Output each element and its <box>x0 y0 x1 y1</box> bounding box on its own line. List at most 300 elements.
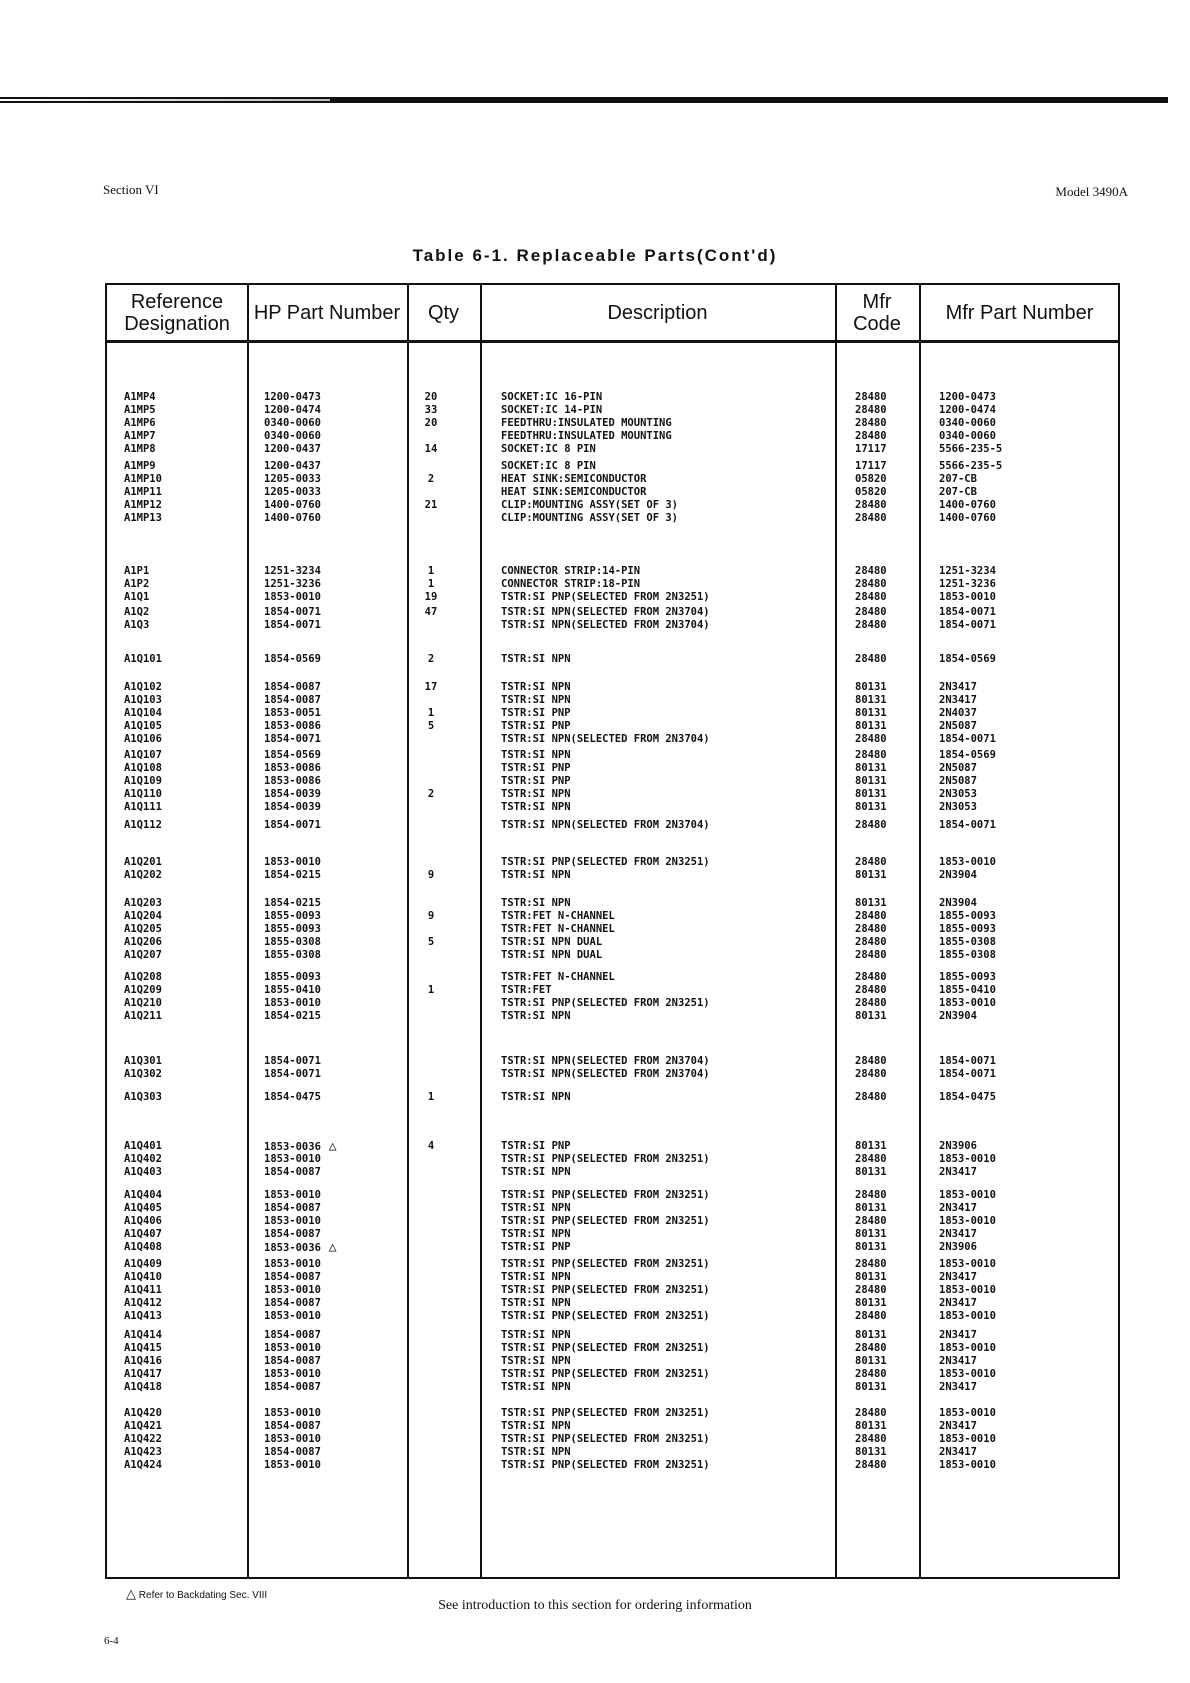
cell-desc: TSTR:SI PNP(SELECTED FROM 2N3251) <box>501 1189 710 1201</box>
cell-ref: A1Q3 <box>124 618 150 631</box>
cell-ref: A1Q109 <box>124 774 162 787</box>
cell-desc: TSTR:SI NPN <box>501 1419 571 1432</box>
table-row <box>107 897 1118 910</box>
table-row <box>107 473 1118 486</box>
cell-mfr: 1855-0410 <box>939 983 996 996</box>
cell-hp: 1200-0473 <box>264 391 321 403</box>
cell-code: 28480 <box>855 498 887 511</box>
cell-ref: A1Q410 <box>124 1270 162 1283</box>
cell-desc: TSTR:SI NPN <box>501 1445 571 1458</box>
cell-ref: A1MP5 <box>124 403 156 416</box>
cell-desc: TSTR:SI NPN <box>501 693 571 706</box>
cell-desc: TSTR:SI NPN <box>501 1296 571 1309</box>
ordering-note: See introduction to this section for ordering information <box>438 1598 752 1613</box>
cell-qty: 17 <box>424 681 438 693</box>
cell-mfr: 1853-0010 <box>939 1152 996 1165</box>
cell-code: 28480 <box>855 577 887 590</box>
cell-desc: SOCKET:IC 8 PIN <box>501 442 596 455</box>
cell-mfr: 1853-0010 <box>939 1258 996 1270</box>
table-row <box>107 486 1118 499</box>
cell-ref: A1MP7 <box>124 429 156 442</box>
cell-mfr: 2N3417 <box>939 1354 977 1367</box>
cell-code: 17117 <box>855 442 887 455</box>
cell-ref: A1Q210 <box>124 996 162 1009</box>
cell-ref: A1Q404 <box>124 1189 162 1201</box>
cell-qty: 2 <box>427 787 435 800</box>
cell-ref: A1Q407 <box>124 1227 162 1240</box>
cell-code: 80131 <box>855 800 887 813</box>
table-row <box>107 443 1118 456</box>
cell-ref: A1Q403 <box>124 1165 162 1178</box>
cell-hp <box>264 1241 337 1255</box>
cell-hp: 1855-0093 <box>264 909 321 922</box>
cell-ref: A1Q417 <box>124 1367 162 1380</box>
cell-desc: TSTR:SI NPN DUAL <box>501 935 603 948</box>
cell-desc: TSTR:SI NPN <box>501 1091 571 1103</box>
cell-ref: A1Q423 <box>124 1445 162 1458</box>
table-row <box>107 1228 1118 1241</box>
cell-hp: 1200-0437 <box>264 460 321 472</box>
cell-code: 80131 <box>855 1165 887 1178</box>
table-title: Table 6-1. Replaceable Parts(Cont'd) <box>412 246 778 265</box>
cell-desc: TSTR:FET N-CHANNEL <box>501 909 615 922</box>
cell-ref: A1MP8 <box>124 442 156 455</box>
cell-hp: 1251-3236 <box>264 577 321 590</box>
table-row <box>107 856 1118 869</box>
cell-ref: A1Q105 <box>124 719 162 732</box>
cell-mfr: 2N3417 <box>939 1270 977 1283</box>
table-row <box>107 499 1118 512</box>
cell-code: 80131 <box>855 1329 887 1341</box>
table-row <box>107 681 1118 694</box>
cell-code: 28480 <box>855 606 887 618</box>
cell-ref: A1MP12 <box>124 498 162 511</box>
table-row <box>107 707 1118 720</box>
cell-code: 28480 <box>855 653 887 665</box>
cell-desc: TSTR:SI PNP(SELECTED FROM 2N3251) <box>501 1214 710 1227</box>
cell-code: 28480 <box>855 948 887 961</box>
cell-qty: 2 <box>427 653 435 665</box>
cell-desc: TSTR:SI PNP <box>501 1240 571 1253</box>
cell-desc: TSTR:SI NPN <box>501 787 571 800</box>
cell-mfr: 1855-0093 <box>939 909 996 922</box>
cell-ref: A1Q111 <box>124 800 162 813</box>
cell-code: 28480 <box>855 391 887 403</box>
cell-qty: 19 <box>424 590 438 603</box>
cell-code: 80131 <box>855 1201 887 1214</box>
cell-ref: A1Q209 <box>124 983 162 996</box>
table-row <box>107 788 1118 801</box>
cell-hp <box>264 1140 337 1154</box>
cell-hp: 1853-0010 <box>264 1309 321 1322</box>
cell-code: 28480 <box>855 819 887 831</box>
table-row <box>107 984 1118 997</box>
table-row <box>107 619 1118 632</box>
cell-code: 80131 <box>855 897 887 909</box>
cell-code: 28480 <box>855 1407 887 1419</box>
cell-hp: 1854-0215 <box>264 1009 321 1022</box>
cell-hp: 1853-0010 <box>264 1152 321 1165</box>
table-row <box>107 971 1118 984</box>
model-label: Model 3490A <box>1055 184 1128 199</box>
cell-mfr: 2N3053 <box>939 787 977 800</box>
cell-desc: TSTR:SI NPN <box>501 868 571 881</box>
cell-desc: TSTR:SI PNP(SELECTED FROM 2N3251) <box>501 1432 710 1445</box>
table-row <box>107 1297 1118 1310</box>
cell-code: 05820 <box>855 485 887 498</box>
cell-mfr: 1853-0010 <box>939 1407 996 1419</box>
cell-ref: A1MP10 <box>124 472 162 485</box>
cell-desc: TSTR:SI PNP(SELECTED FROM 2N3251) <box>501 1407 710 1419</box>
col-mfr-part-number: Mfr Part Number <box>945 301 1094 324</box>
cell-desc: TSTR:SI PNP(SELECTED FROM 2N3251) <box>501 1341 710 1354</box>
cell-hp: 1853-0010 <box>264 1458 321 1471</box>
col-hp-part-number: HP Part Number <box>253 301 401 324</box>
table-row <box>107 1068 1118 1081</box>
cell-desc: TSTR:SI NPN <box>501 897 571 909</box>
cell-desc: TSTR:SI PNP(SELECTED FROM 2N3251) <box>501 1367 710 1380</box>
table-row <box>107 936 1118 949</box>
cell-ref: A1Q208 <box>124 971 162 983</box>
backdating-icon: △ <box>320 1239 337 1255</box>
cell-qty: 20 <box>424 391 438 403</box>
col-qty: Qty <box>427 301 460 324</box>
cell-hp: 1853-0010 <box>264 1432 321 1445</box>
col-mfr-code: Mfr Code <box>853 290 901 335</box>
cell-ref: A1Q411 <box>124 1283 162 1296</box>
table-row <box>107 1055 1118 1068</box>
table-row <box>107 430 1118 443</box>
cell-desc: FEEDTHRU:INSULATED MOUNTING <box>501 429 672 442</box>
table-row <box>107 923 1118 936</box>
cell-mfr: 2N3417 <box>939 1201 977 1214</box>
cell-mfr: 2N3417 <box>939 681 977 693</box>
cell-ref: A1Q405 <box>124 1201 162 1214</box>
cell-code: 28480 <box>855 971 887 983</box>
cell-code: 80131 <box>855 1419 887 1432</box>
parts-table <box>105 283 1120 1579</box>
cell-ref: A1Q2 <box>124 606 150 618</box>
cell-hp: 1855-0093 <box>264 971 321 983</box>
cell-mfr: 1853-0010 <box>939 1341 996 1354</box>
cell-mfr: 2N3417 <box>939 1296 977 1309</box>
cell-hp: 1854-0071 <box>264 819 321 831</box>
page-number: 6-4 <box>104 1635 119 1647</box>
cell-mfr: 2N3417 <box>939 1445 977 1458</box>
cell-hp: 1205-0033 <box>264 472 321 485</box>
cell-hp: 1855-0308 <box>264 948 321 961</box>
cell-hp: 1855-0410 <box>264 983 321 996</box>
cell-ref: A1Q203 <box>124 897 162 909</box>
cell-hp: 1251-3234 <box>264 565 321 577</box>
cell-desc: TSTR:SI NPN(SELECTED FROM 2N3704) <box>501 732 710 745</box>
cell-ref: A1Q201 <box>124 856 162 868</box>
cell-qty: 47 <box>424 606 438 618</box>
cell-desc: TSTR:SI NPN <box>501 1227 571 1240</box>
cell-mfr: 1854-0071 <box>939 606 996 618</box>
cell-ref: A1Q107 <box>124 749 162 761</box>
cell-hp: 0340-0060 <box>264 416 321 429</box>
cell-ref: A1Q302 <box>124 1067 162 1080</box>
cell-code: 28480 <box>855 1341 887 1354</box>
cell-mfr: 2N3417 <box>939 1165 977 1178</box>
cell-code: 28480 <box>855 856 887 868</box>
cell-mfr: 2N3906 <box>939 1240 977 1253</box>
cell-hp: 1200-0474 <box>264 403 321 416</box>
cell-code: 80131 <box>855 761 887 774</box>
cell-desc: TSTR:SI NPN <box>501 1270 571 1283</box>
cell-mfr: 1853-0010 <box>939 1309 996 1322</box>
table-row <box>107 1202 1118 1215</box>
cell-code: 28480 <box>855 618 887 631</box>
table-row <box>107 1355 1118 1368</box>
cell-ref: A1MP11 <box>124 485 162 498</box>
cell-ref: A1Q420 <box>124 1407 162 1419</box>
cell-ref: A1Q103 <box>124 693 162 706</box>
cell-qty: 1 <box>427 706 435 719</box>
cell-ref: A1MP6 <box>124 416 156 429</box>
top-rule-fade <box>0 99 330 101</box>
cell-mfr: 1854-0071 <box>939 819 996 831</box>
cell-mfr: 1855-0308 <box>939 935 996 948</box>
cell-ref: A1Q207 <box>124 948 162 961</box>
cell-qty: 9 <box>427 909 435 922</box>
cell-code: 28480 <box>855 511 887 524</box>
cell-desc: TSTR:SI PNP(SELECTED FROM 2N3251) <box>501 590 710 603</box>
cell-ref: A1Q106 <box>124 732 162 745</box>
cell-hp: 1853-0010 <box>264 1189 321 1201</box>
cell-ref: A1MP13 <box>124 511 162 524</box>
table-row <box>107 749 1118 762</box>
cell-hp: 1853-0010 <box>264 1407 321 1419</box>
cell-mfr: 5566-235-5 <box>939 460 1003 472</box>
cell-hp: 1854-0071 <box>264 606 321 618</box>
table-row <box>107 591 1118 604</box>
cell-desc: TSTR:SI NPN(SELECTED FROM 2N3704) <box>501 1067 710 1080</box>
cell-code: 28480 <box>855 935 887 948</box>
cell-qty: 1 <box>427 1091 435 1103</box>
cell-ref: A1Q1 <box>124 590 150 603</box>
cell-hp: 1853-0010 <box>264 1367 321 1380</box>
cell-mfr: 1854-0071 <box>939 618 996 631</box>
cell-hp: 1853-0086 <box>264 761 321 774</box>
cell-desc: FEEDTHRU:INSULATED MOUNTING <box>501 416 672 429</box>
table-row <box>107 1010 1118 1023</box>
cell-ref: A1Q422 <box>124 1432 162 1445</box>
cell-qty: 1 <box>427 577 435 590</box>
cell-qty: 21 <box>424 498 438 511</box>
cell-qty: 2 <box>427 472 435 485</box>
cell-hp: 1853-0010 <box>264 996 321 1009</box>
cell-mfr: 1251-3236 <box>939 577 996 590</box>
table-row <box>107 1258 1118 1271</box>
cell-desc: CONNECTOR STRIP:14-PIN <box>501 565 641 577</box>
cell-ref: A1Q418 <box>124 1380 162 1393</box>
table-row <box>107 1241 1118 1254</box>
table-row <box>107 404 1118 417</box>
cell-desc: TSTR:SI NPN <box>501 653 571 665</box>
cell-code: 05820 <box>855 472 887 485</box>
cell-mfr: 1853-0010 <box>939 996 996 1009</box>
cell-ref: A1Q202 <box>124 868 162 881</box>
cell-hp: 1854-0039 <box>264 787 321 800</box>
cell-ref: A1MP9 <box>124 460 156 472</box>
cell-mfr: 5566-235-5 <box>939 442 1003 455</box>
cell-hp: 1854-0087 <box>264 1227 321 1240</box>
cell-code: 28480 <box>855 403 887 416</box>
table-row <box>107 417 1118 430</box>
cell-mfr: 2N3904 <box>939 897 977 909</box>
cell-hp: 1854-0087 <box>264 1296 321 1309</box>
cell-mfr: 2N5087 <box>939 774 977 787</box>
cell-mfr: 1853-0010 <box>939 590 996 603</box>
cell-code: 28480 <box>855 1189 887 1201</box>
table-row <box>107 1420 1118 1433</box>
cell-mfr: 1854-0071 <box>939 732 996 745</box>
table-row <box>107 1166 1118 1179</box>
cell-code: 28480 <box>855 1432 887 1445</box>
cell-desc: TSTR:SI NPN <box>501 1329 571 1341</box>
cell-code: 28480 <box>855 590 887 603</box>
cell-ref: A1Q112 <box>124 819 162 831</box>
cell-code: 80131 <box>855 1240 887 1253</box>
cell-mfr: 2N3904 <box>939 868 977 881</box>
cell-hp: 1854-0087 <box>264 1329 321 1341</box>
cell-hp: 1853-0051 <box>264 706 321 719</box>
cell-code: 80131 <box>855 1227 887 1240</box>
cell-hp: 1854-0215 <box>264 897 321 909</box>
cell-desc: TSTR:SI PNP <box>501 1140 571 1152</box>
cell-code: 80131 <box>855 1270 887 1283</box>
cell-code: 28480 <box>855 1214 887 1227</box>
cell-mfr: 1251-3234 <box>939 565 996 577</box>
cell-hp: 1854-0071 <box>264 618 321 631</box>
table-row <box>107 391 1118 404</box>
cell-desc: TSTR:SI PNP <box>501 761 571 774</box>
cell-code: 28480 <box>855 416 887 429</box>
cell-desc: HEAT SINK:SEMICONDUCTOR <box>501 485 647 498</box>
cell-hp: 1854-0087 <box>264 1165 321 1178</box>
cell-code: 80131 <box>855 1380 887 1393</box>
cell-desc: TSTR:SI NPN(SELECTED FROM 2N3704) <box>501 1055 710 1067</box>
cell-qty: 20 <box>424 416 438 429</box>
cell-mfr: 1853-0010 <box>939 1189 996 1201</box>
cell-desc: TSTR:SI NPN(SELECTED FROM 2N3704) <box>501 819 710 831</box>
cell-ref: A1Q303 <box>124 1091 162 1103</box>
cell-desc: TSTR:SI PNP(SELECTED FROM 2N3251) <box>501 1258 710 1270</box>
cell-ref: A1Q414 <box>124 1329 162 1341</box>
cell-code: 28480 <box>855 1309 887 1322</box>
cell-code: 28480 <box>855 1367 887 1380</box>
cell-hp: 1853-0010 <box>264 1341 321 1354</box>
backdating-icon: △ <box>320 1139 337 1154</box>
cell-ref: A1Q102 <box>124 681 162 693</box>
cell-ref: A1Q406 <box>124 1214 162 1227</box>
cell-mfr: 1854-0475 <box>939 1091 996 1103</box>
cell-hp-value: 1853-0036 <box>264 1141 321 1153</box>
cell-code: 28480 <box>855 429 887 442</box>
cell-ref: A1P1 <box>124 565 150 577</box>
cell-mfr: 0340-0060 <box>939 416 996 429</box>
cell-mfr: 1854-0569 <box>939 653 996 665</box>
cell-qty: 33 <box>424 403 438 416</box>
cell-qty: 4 <box>427 1140 435 1152</box>
cell-desc: TSTR:SI NPN <box>501 681 571 693</box>
cell-ref: A1Q402 <box>124 1152 162 1165</box>
cell-hp: 1853-0010 <box>264 590 321 603</box>
cell-mfr: 1854-0071 <box>939 1067 996 1080</box>
section-label: Section VI <box>103 182 159 197</box>
cell-ref: A1Q424 <box>124 1458 162 1471</box>
cell-desc: TSTR:SI NPN(SELECTED FROM 2N3704) <box>501 618 710 631</box>
cell-code: 28480 <box>855 922 887 935</box>
cell-code: 28480 <box>855 983 887 996</box>
cell-hp: 1853-0086 <box>264 774 321 787</box>
cell-ref: A1Q413 <box>124 1309 162 1322</box>
table-row <box>107 460 1118 473</box>
cell-desc: TSTR:FET N-CHANNEL <box>501 922 615 935</box>
cell-mfr: 1855-0093 <box>939 971 996 983</box>
cell-code: 80131 <box>855 868 887 881</box>
cell-code: 28480 <box>855 1067 887 1080</box>
cell-mfr: 1400-0760 <box>939 498 996 511</box>
cell-hp: 1855-0093 <box>264 922 321 935</box>
table-row <box>107 819 1118 832</box>
table-row <box>107 1153 1118 1166</box>
cell-desc: TSTR:SI NPN <box>501 1201 571 1214</box>
cell-ref: A1Q206 <box>124 935 162 948</box>
cell-qty: 5 <box>427 719 435 732</box>
table-row <box>107 733 1118 746</box>
cell-ref: A1Q211 <box>124 1009 162 1022</box>
table-row <box>107 1407 1118 1420</box>
cell-ref: A1Q415 <box>124 1341 162 1354</box>
table-row <box>107 512 1118 525</box>
backdating-note: △ Refer to Backdating Sec. VIII <box>126 1586 268 1601</box>
table-row <box>107 578 1118 591</box>
cell-desc: CONNECTOR STRIP:18-PIN <box>501 577 641 590</box>
cell-hp: 1854-0569 <box>264 653 321 665</box>
cell-ref: A1Q110 <box>124 787 162 800</box>
table-row <box>107 606 1118 619</box>
cell-mfr: 2N3417 <box>939 1227 977 1240</box>
cell-hp: 1854-0071 <box>264 1067 321 1080</box>
col-description: Description <box>607 301 708 324</box>
cell-desc: TSTR:SI PNP(SELECTED FROM 2N3251) <box>501 996 710 1009</box>
cell-code: 80131 <box>855 693 887 706</box>
cell-desc: SOCKET:IC 16-PIN <box>501 391 603 403</box>
cell-desc: TSTR:SI PNP(SELECTED FROM 2N3251) <box>501 1283 710 1296</box>
cell-mfr: 1855-0093 <box>939 922 996 935</box>
cell-desc: TSTR:SI NPN DUAL <box>501 948 603 961</box>
table-row <box>107 762 1118 775</box>
cell-code: 80131 <box>855 1296 887 1309</box>
cell-hp: 1854-0071 <box>264 1055 321 1067</box>
table-body <box>107 285 1118 1577</box>
table-row <box>107 694 1118 707</box>
cell-hp: 1854-0475 <box>264 1091 321 1103</box>
cell-mfr: 1853-0010 <box>939 1367 996 1380</box>
cell-mfr: 1853-0010 <box>939 1458 996 1471</box>
cell-ref: A1P2 <box>124 577 150 590</box>
cell-ref: A1Q301 <box>124 1055 162 1067</box>
cell-ref: A1Q416 <box>124 1354 162 1367</box>
table-row <box>107 1091 1118 1104</box>
cell-qty: 14 <box>424 442 438 455</box>
cell-desc: SOCKET:IC 8 PIN <box>501 460 596 472</box>
table-row <box>107 910 1118 923</box>
cell-mfr: 207-CB <box>939 472 977 485</box>
